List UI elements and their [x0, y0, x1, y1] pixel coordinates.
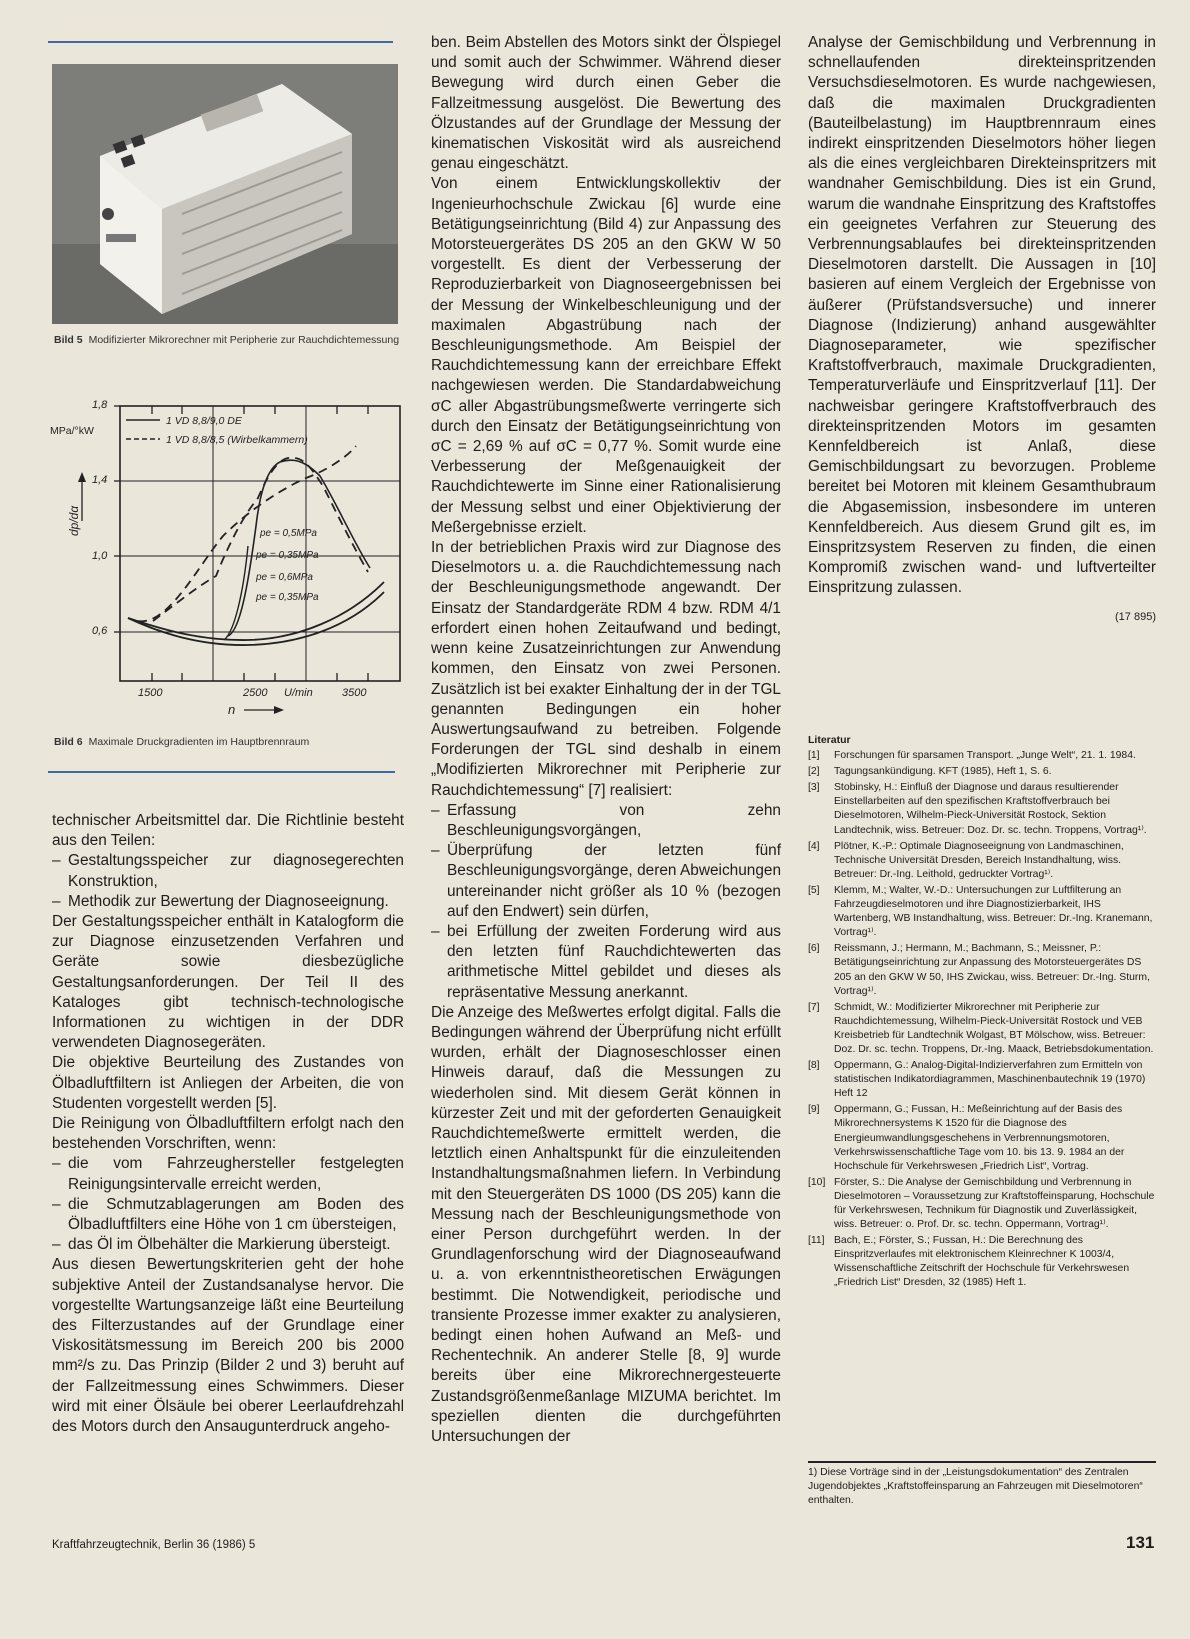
column3-text [808, 33, 1156, 627]
reference-item: [11] Bach, E.; Förster, S.; Fussan, H.: Die Berechnung des Einspritzverlaufes mit elektronischem Kleinrechner K 1003/4, Wissenschaftliche Zeitschrift der Hochschule für Verkehrswesen „Friedrich List“ Dresden, 32 (1985) Heft 1. [808, 1235, 1130, 1289]
list-item: – die vom Fahrzeughersteller festgelegten Reinigungsintervalle erreicht werden, [52, 1154, 404, 1194]
figure5-caption-text: Modifizierter Mikrorechner mit Peripherie zur Rauchdichtemessung [88, 334, 400, 346]
paragraph: Analyse der Gemischbildung und Verbrennung in schnellaufenden direkteinspritzenden Versuchsdieselmotoren. Es wurde nachgewiesen, daß die maximalen Druckgradienten (Bauteilbelastung) im Hauptbrennraum eines indirekt einspritzenden Dieselmotors höher liegen als die eines vergleichbaren Direkteinspritzers mit wandnaher Gemischbildung. Dies ist ein Grund, warum die wandnahe Einspritzung des Kraftstoffes ein geeignetes Verfahren zur Steuerung des Verbrennungsablaufes bei direkteinspritzenden Dieselmotoren darstellt. Die Aussagen in [10] basieren auf einem Vergleich der Ergebnisse von äußerer (Prüfstandsversuche) und innerer Diagnose (Indizierung) anhand ausgewählter Diagnoseparameter, wie spezifischer Kraftstoffverbrauch, maximale Druckgradienten, Temperaturverläufe und Einspritzverlauf [11]. Der nachweisbar geringere Kraftstoffverbrauch des direkteinspritzenden Motors im gesamten Kennfeldbereich ist Anlaß, diese Gemischbildungsart zu bevorzugen. Probleme bereitet bei Motoren mit kleinem Gesamthubraum die Abgasemission, insbesondere im unteren Kennfeldbereich. Aus diesem Grund gilt es, im Einspritzsystem Reserven zu finden, die einen Kompromiß zwischen wand- und luftverteilter Einspritzung zulassen. [808, 34, 1156, 597]
y-unit-label: MPa/°kW [50, 425, 94, 437]
references-title: Literatur [808, 734, 851, 746]
curve-label: pe = 0,35MPa [256, 592, 319, 603]
legend-solid-label: 1 VD 8,8/9,0 DE [166, 415, 242, 427]
paragraph: In der betrieblichen Praxis wird zur Diagnose des Dieselmotors u. a. die Rauchdichtemessung nach der Beschleunigungsmethode angewandt. Der Einsatz der Standardgeräte RDM 4 bzw. RDM 4/1 erfordert einen hohen Zeitaufwand und bedingt, wenn keine Zusatzeinrichtungen zur Anwendung kommen, den Einsatz von zwei Personen. Zusätzlich ist bei exakter Einhaltung der in der TGL genannten Bedingungen ein hoher Auswertungsaufwand zu betreiben. Folgende Forderungen der TGL sind deshalb in einem „Modifizierten Mikrorechner mit Peripherie zur Rauchdichtemessung“ [7] realisiert: [431, 539, 781, 799]
mid-rule [48, 771, 395, 773]
page-number: 131 [1126, 1533, 1155, 1552]
x-axis-arrow-head [274, 706, 284, 714]
list [431, 801, 781, 1003]
reference-item: [8] Oppermann, G.: Analog-Digital-Indizierverfahren zum Ermitteln von statistischen Indikatordiagrammen, Maschinenbautechnik 19 (1970) Heft 12 [808, 1060, 1146, 1100]
reference-item: [6] Reissmann, J.; Hermann, M.; Bachmann, S.; Meissner, P.: Betätigungseinrichtung zur Anpassung des Motorsteuergerätes DS 205 an den GKW W 50, IHS Zwickau, wiss. Betreuer: Dr.-Ing. Sturm, Vortrag¹⁾. [808, 943, 1150, 997]
curve-label: pe = 0,6MPa [256, 572, 313, 583]
figure5-caption [54, 333, 404, 348]
y-tick-label: 0,6 [92, 625, 108, 637]
y-axis-arrow-head [78, 472, 86, 482]
list-item: – das Öl im Ölbehälter die Markierung übersteigt. [52, 1235, 404, 1255]
references-list [808, 749, 1156, 1290]
figure6-caption-text: Maximale Druckgradienten im Hauptbrennraum [88, 736, 310, 748]
list-item: – Erfassung von zehn Beschleunigungsvorgängen, [431, 801, 781, 841]
paragraph: Die Reinigung von Ölbadluftfiltern erfolgt nach den bestehenden Vorschriften, wenn: [52, 1115, 404, 1153]
reference-item: [7] Schmidt, W.: Modifizierter Mikrorechner mit Peripherie zur Rauchdichtemessung, Wilhelm-Pieck-Universität Rostock und VEB Kreisbetrieb für Landtechnik Wolgast, BT Mölschow, wiss. Betreuer: Doz. Dr. sc. techn. Troppens, Dr.-Ing. Maack, Betriebsdokumentation. [808, 1001, 1154, 1055]
figure5-caption-label: Bild 5 [54, 334, 83, 346]
reference-item: [10] Förster, S.: Die Analyse der Gemischbildung und Verbrennung in Dieselmotoren – Voraussetzung zur Kraftstoffeinsparung, Hochschule für Verkehrswesen, Technikum für Diagnostik und Zuverlässigkeit, wiss. Betreuer: o. Prof. Dr. sc. techn. Oppermann, Vortrag¹⁾. [808, 1176, 1155, 1231]
list-item: – Methodik zur Bewertung der Diagnoseeignung. [52, 892, 404, 912]
paragraph: technischer Arbeitsmittel dar. Die Richtlinie besteht aus den Teilen: [52, 812, 404, 850]
figure6-caption-label: Bild 6 [54, 736, 83, 748]
figure5-photo [52, 64, 398, 324]
top-rule [48, 41, 393, 43]
figure6-chart [48, 396, 408, 721]
article-code: (17 895) [1115, 610, 1156, 623]
x-tick-label: 3500 [342, 687, 367, 699]
paragraph: ben. Beim Abstellen des Motors sinkt der Ölspiegel und somit auch der Schwimmer. Während dieser Bewegung wird durch einen Geber die Fallzeitmessung ausgelöst. Die Bewertung des Ölzustandes auf der Grundlage der Messung der kinematischen Viskosität wird als ausreichend genau eingeschätzt. [431, 34, 781, 173]
y-tick-label: 1,8 [92, 399, 108, 411]
microcomputer-device-image [52, 64, 398, 324]
journal-footer: Kraftfahrzeugtechnik, Berlin 36 (1986) 5 [52, 1539, 256, 1551]
x-tick-label: 1500 [138, 687, 163, 699]
paragraph: Von einem Entwicklungskollektiv der Ingenieurhochschule Zwickau [6] wurde eine Betätigungseinrichtung (Bild 4) zur Anpassung des Motorsteuergerätes DS 205 an den GKW W 50 vorgestellt. Es dient der Verbesserung der Reproduzierbarkeit von Diagnoseergebnissen bei der Messung der Winkelbeschleunigung und der maximalen Abgastrübung nach der Beschleunigungsmethode. Am Beispiel der Rauchdichtemessung kann der erreichbare Effekt nachgewiesen werden. Die Standardabweichung σC aller Abgastrübungsmeßwerte verringerte sich durch den Einsatz der Betätigungseinrichtung von σC = 2,69 % auf σC = 0,77 %. Somit wurde eine Verbesserung der Meßgenauigkeit der Rauchdichtewerte im Sinne einer Rationalisierung der Messung selbst und einer Objektivierung der Meßergebnisse erzielt. [431, 175, 781, 536]
x-tick-label: 2500 [243, 687, 268, 699]
paragraph: Die objektive Beurteilung des Zustandes von Ölbadluftfiltern ist Anliegen der Arbeiten, die von Studenten vorgestellt werden [5]. [52, 1054, 404, 1112]
reference-item: [4] Plötner, K.-P.: Optimale Diagnoseeignung von Landmaschinen, Technische Universität Dresden, Bereich Instandhaltung, wiss. Betreuer: Dr.-Ing. Leithold, gedruckter Vortrag¹⁾. [808, 840, 1124, 880]
reference-item: [9] Oppermann, G.; Fussan, H.: Meßeinrichtung auf der Basis des Mikrorechnersystems K 1520 für die Diagnose des Energieumwandlungsgeschehens in Verbrennungsmotoren, Verkehrswissenschaftliche Tage vom 10. bis 13. 9. 1984 an der Hochschule für Verkehrswesen „Friedrich List“, Vortrag. [808, 1104, 1125, 1172]
y-tick-label: 1,0 [92, 550, 108, 562]
reference-item: [2] Tagungsankündigung. KFT (1985), Heft 1, S. 6. [808, 766, 1052, 778]
column1-text [52, 811, 404, 1437]
reference-item: [1] Forschungen für sparsamen Transport. „Junge Welt“, 21. 1. 1984. [808, 750, 1136, 762]
legend-dashed-label: 1 VD 8,8/8,5 (Wirbelkammern) [166, 434, 308, 446]
figure6-caption [54, 735, 404, 750]
paragraph: Der Gestaltungsspeicher enthält in Katalogform die zur Diagnose einzusetzenden Verfahren und Geräte sowie diesbezügliche Gestaltungsanforderungen. Der Teil II des Kataloges gibt technisch-technologische Informationen zu wichtigen in der DDR verwendeten Diagnosegeräten. [52, 913, 404, 1052]
y-axis-label: dp/dα [67, 505, 81, 536]
list-item: – Gestaltungsspeicher zur diagnosegerechten Konstruktion, [52, 851, 404, 891]
paragraph: Aus diesen Bewertungskriterien geht der hohe subjektive Anteil der Zustandsanalyse hervor. Die vorgestellte Wartungsanzeige läßt eine Beurteilung des Filterzustandes auf der Grundlage einer Viskositätsmessung im Bereich 200 bis 2000 mm²/s zu. Das Prinzip (Bilder 2 und 3) beruht auf der Fallzeitmessung eines Schwimmers. Dieser wird mit einer Ölsäule bei oberer Leerlaufdrehzahl des Motors durch den Ansaugunterdruck angeho- [52, 1256, 404, 1436]
column2-text [431, 33, 781, 1447]
footnote: 1) Diese Vorträge sind in der „Leistungsdokumentation“ des Zentralen Jugendobjektes „Kraftstoffeinsparung an Fahrzeugen mit Dieselmotoren“ enthalten. [808, 1467, 1143, 1507]
x-axis-label: n [228, 702, 236, 717]
list [52, 851, 404, 912]
references [808, 733, 1156, 1293]
paragraph: Die Anzeige des Meßwertes erfolgt digital. Falls die Bedingungen während der Überprüfung nicht erfüllt wurden, erhält der Diagnoseschlosser einen Hinweis darauf, daß die Messungen zu wiederholen sind. Mit diesem Gerät können in kürzester Zeit und mit der geforderten Genauigkeit Rauchdichtemeßwerte ermittelt werden, die letztlich einen Anhaltspunkt für die einzuleitenden Instandhaltungsmaßnahmen liefern. In Verbindung mit den Steuergeräten DS 1000 (DS 205) kann die Messung nach der Beschleunigungsmethode von einer Person durchgeführt werden. In der Grundlagenforschung wird der Diagnoseaufwand u. a. von erkenntnistheoretischen Erwägungen bestimmt. Die Notwendigkeit, periodische und transiente Prozesse immer exakter zu analysieren, bedingt einen hohen Aufwand an Meß- und Rechentechnik. An anderer Stelle [8, 9] wurde bereits über eine Mikrorechnergesteuerte Zustandsgrößenmeßanlage MIZUMA berichtet. Im speziellen dienten die durchgeführten Untersuchungen der [431, 1003, 781, 1446]
curve-label: pe = 0,35MPa [256, 550, 319, 561]
list-item: – bei Erfüllung der zweiten Forderung wird aus den letzten fünf Rauchdichtewerten das arithmetische Mittel gebildet und dieses als repräsentative Messung anerkannt. [431, 922, 781, 1003]
x-unit-label: U/min [284, 687, 313, 699]
reference-item: [3] Stobinsky, H.: Einfluß der Diagnose und daraus resultierender Einstellarbeiten auf den spezifischen Kraftstoffverbrauch bei Dieselmotoren, Wilhelm-Pieck-Universität Rostock, Sektion Landtechnik, wiss. Betreuer: Doz. Dr. sc. techn. Troppens, Vortrag¹⁾. [808, 782, 1147, 836]
curve-label: pe = 0,5MPa [260, 528, 317, 539]
footnote-rule [808, 1461, 1156, 1463]
curve-dashed-1 [138, 446, 356, 621]
reference-item: [5] Klemm, M.; Walter, W.-D.: Untersuchungen zur Luftfilterung an Fahrzeugdieselmotoren und ihre Diagnostizierbarkeit, IHS Wartenberg, WB Instandhaltung, wiss. Betreuer: Dr.-Ing. Kranemann, Vortrag¹⁾. [808, 884, 1153, 939]
list-item: – Überprüfung der letzten fünf Beschleunigungsvorgänge, deren Abweichungen untereinander nicht größer als 10 % (bezogen auf den Endwert) sein dürfen, [431, 841, 781, 922]
list-item: – die Schmutzablagerungen am Boden des Ölbadluftfilters eine Höhe von 1 cm übersteigen, [52, 1195, 404, 1235]
y-tick-label: 1,4 [92, 474, 108, 486]
list [52, 1154, 404, 1255]
